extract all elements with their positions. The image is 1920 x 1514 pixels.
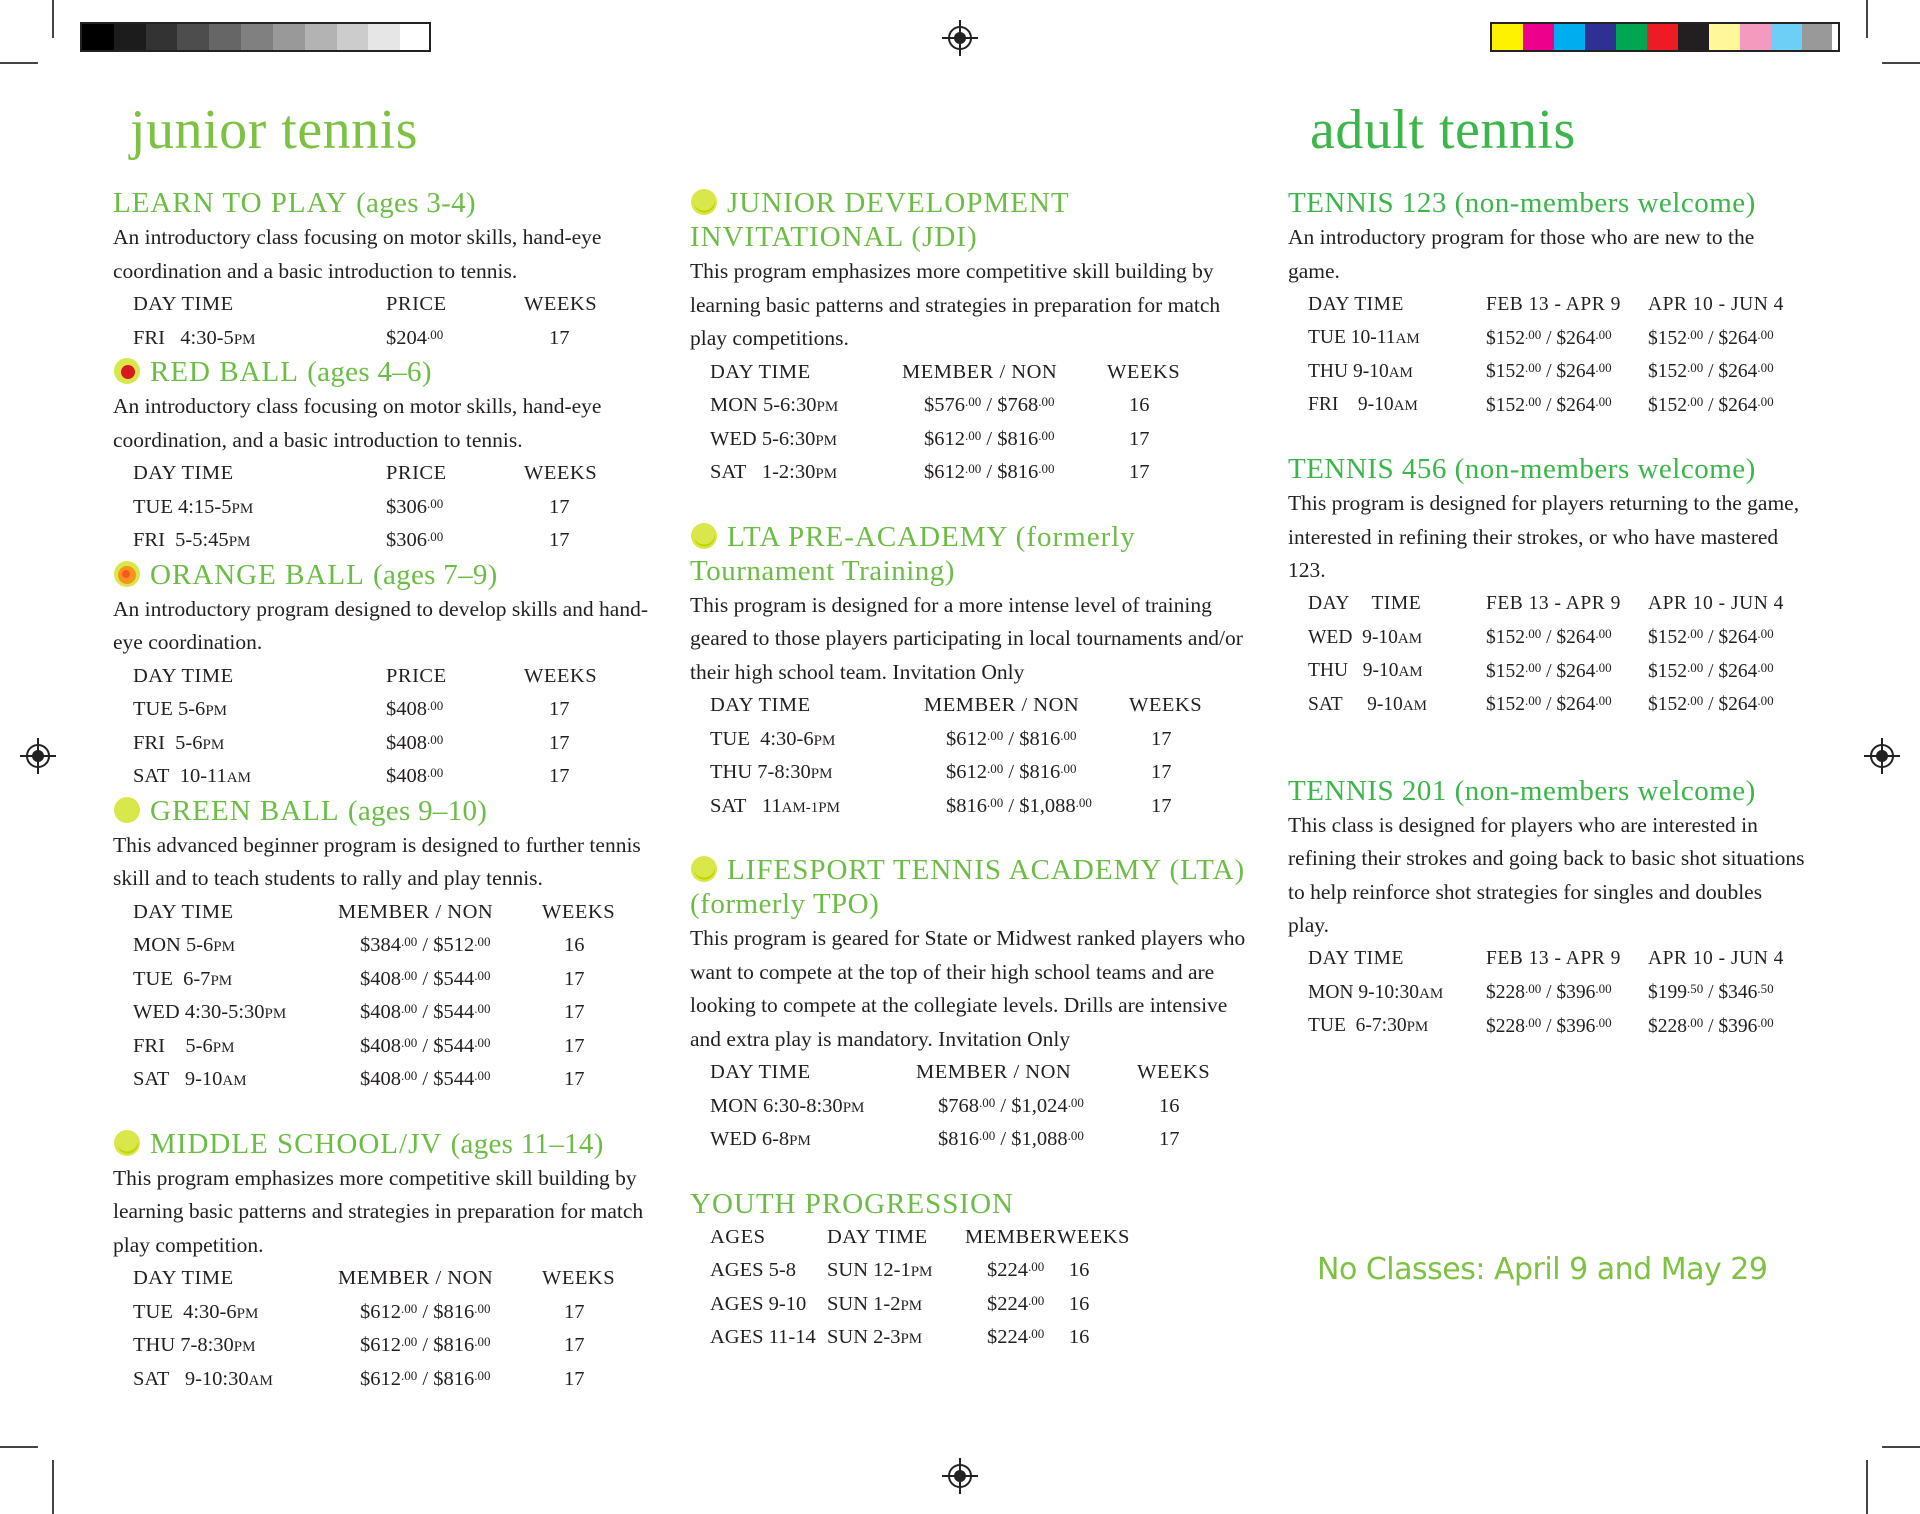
table-row: THU 7-8:30PM $\$612^{.00}$ / $\$816^{.00}$ 17 [710,761,1172,784]
registration-mark-left [26,744,50,768]
yellow-ball-icon [690,522,718,550]
schedule-table: DAY TIME PRICE WEEKS TUE 4:15-5PM $\$306^{.00}$ 17 FRI 5-5:45PM $\$306^{.00}$ 17 [133,457,597,558]
yellow-ball-icon [690,188,718,216]
jdi-section [690,186,1250,490]
table-row: TUE 10-11AM $\$152^{.00}$ / $\$264^{.00}$ $\$152^{.00}$ / $\$264^{.00}$ [1308,326,1774,349]
table-row: FRI 9-10AM $\$152^{.00}$ / $\$264^{.00}$ $\$152^{.00}$ / $\$264^{.00}$ [1308,393,1774,416]
red-ball-section [113,355,653,558]
table-row: TUE 6-7PM $\$408^{.00}$ / $\$544^{.00}$ 17 [133,967,585,990]
schedule-table: DAY TIME FEB 13 - APR 9 APR 10 - JUN 4 WED 9-10AM $\$152^{.00}$ / $\$264^{.00}$ $\$152^{.00}$ / $\$264^{.00}$ THU 9-10AM $\$152^{.00}$ / $\$264^{.00}$ $\$152^{.00}$ / $\$264^{.00}$ SAT 9-10AM $\$152^{.00}$ / $\$264^{.00}$ $\$152^{.00}$ / $\$264^{.00}$ [1308,588,1784,722]
grayscale-bar [80,22,431,52]
schedule-table: DAY TIME MEMBER / NON WEEKS MON 6:30-8:30PM $\$768^{.00}$ / $\$1,024^{.00}$ 16 WED 6-8PM $\$816^{.00}$ / $\$1,088^{.00}$ 17 [710,1056,1210,1157]
registration-mark-top [948,26,972,50]
lta-pre-academy-section [690,520,1250,824]
section-heading: JUNIOR DEVELOPMENT [690,186,1250,220]
section-description: This program is designed for a more intense level of training geared to those players participating in local tournaments and/or their high school team. Invitation Only [690,592,1243,684]
table-row: THU 9-10AM $\$152^{.00}$ / $\$264^{.00}$ $\$152^{.00}$ / $\$264^{.00}$ [1308,360,1774,383]
table-row: SAT 9-10AM $\$152^{.00}$ / $\$264^{.00}$ $\$152^{.00}$ / $\$264^{.00}$ [1308,693,1774,716]
tennis-123-section [1288,186,1808,422]
middle-column [690,186,1250,1355]
section-heading: GREEN BALL (ages 9–10) [113,794,653,828]
section-description: This advanced beginner program is designed to further tennis skill and to teach students to rally and play tennis. [113,832,641,890]
orange-ball-icon [113,560,141,588]
learn-to-play-section [113,186,653,355]
section-heading: YOUTH PROGRESSION [690,1187,1014,1220]
section-heading: TENNIS 123 (non-members welcome) [1288,187,1756,219]
section-description: An introductory class focusing on motor skills, hand-eye coordination, and a basic introduction to tennis. [113,394,602,452]
registration-mark-right [1870,744,1894,768]
table-row: TUE 4:30-6PM $\$612^{.00}$ / $\$816^{.00}$ 17 [133,1300,585,1323]
section-heading-line2: Tournament Training) [690,554,955,587]
section-heading: TENNIS 456 (non-members welcome) [1288,453,1756,485]
youth-progression-section [690,1187,1250,1355]
junior-column [113,186,653,1396]
section-heading: ORANGE BALL (ages 7–9) [113,558,653,592]
table-row: WED 9-10AM $\$152^{.00}$ / $\$264^{.00}$ $\$152^{.00}$ / $\$264^{.00}$ [1308,626,1774,649]
schedule-table: DAY TIME MEMBER / NON WEEKS TUE 4:30-6PM $\$612^{.00}$ / $\$816^{.00}$ 17 THU 7-8:30PM $\$612^{.00}$ / $\$816^{.00}$ 17 SAT 9-10:30AM $\$612^{.00}$ / $\$816^{.00}$ 17 [133,1262,615,1396]
section-heading: RED BALL (ages 4–6) [113,355,653,389]
section-heading: LIFESPORT TENNIS ACADEMY (LTA) [690,853,1250,887]
schedule-table: DAY TIME FEB 13 - APR 9 APR 10 - JUN 4 TUE 10-11AM $\$152^{.00}$ / $\$264^{.00}$ $\$152^{.00}$ / $\$264^{.00}$ THU 9-10AM $\$152^{.00}$ / $\$264^{.00}$ $\$152^{.00}$ / $\$264^{.00}$ FRI 9-10AM $\$152^{.00}$ / $\$264^{.00}$ $\$152^{.00}$ / $\$264^{.00}$ [1308,288,1784,422]
middle-school-section [113,1127,653,1397]
table-row: THU 7-8:30PM $\$612^{.00}$ / $\$816^{.00}$ 17 [133,1334,585,1357]
table-row: FRI 5-6PM $\$408^{.00}$ / $\$544^{.00}$ 17 [133,1034,585,1057]
junior-tennis-title: junior tennis [130,99,419,161]
table-row: SAT 10-11AM $\$408^{.00}$ 17 [133,765,570,788]
table-row: TUE 4:15-5PM $\$306^{.00}$ 17 [133,495,570,518]
table-row: MON 6:30-8:30PM $\$768^{.00}$ / $\$1,024^{.00}$ 16 [710,1094,1180,1117]
schedule-table: DAY TIME PRICE WEEKS TUE 5-6PM $\$408^{.00}$ 17 FRI 5-6PM $\$408^{.00}$ 17 SAT 10-11AM $\$408^{.00}$ 17 [133,660,597,794]
table-row: TUE 5-6PM $\$408^{.00}$ 17 [133,698,570,721]
table-row: SAT 1-2:30PM $\$612^{.00}$ / $\$816^{.00}$ 17 [710,461,1150,484]
table-row: WED 6-8PM $\$816^{.00}$ / $\$1,088^{.00}$ 17 [710,1128,1180,1151]
section-heading: MIDDLE SCHOOL/JV (ages 11–14) [113,1127,653,1161]
table-row: MON 5-6:30PM $\$576^{.00}$ / $\$768^{.00}$ 16 [710,394,1150,417]
schedule-table: AGES DAY TIME MEMBER WEEKS AGES 5-8 SUN 12-1PM $\$224^{.00}$ 16 AGES 9-10 SUN 1-2PM $\$224^{.00}$ 16 AGES 11-14 SUN 2-3PM $\$224^{.00}$ 16 [710,1221,1130,1355]
schedule-table: DAY TIME MEMBER / NON WEEKS MON 5-6:30PM $\$576^{.00}$ / $\$768^{.00}$ 16 WED 5-6:30PM $\$612^{.00}$ / $\$816^{.00}$ 17 SAT 1-2:30PM $\$612^{.00}$ / $\$816^{.00}$ 17 [710,356,1180,490]
yellow-ball-icon [690,855,718,883]
section-description: This class is designed for players who are interested in refining their strokes and going back to basic shot situations to help reinforce shot strategies for singles and doubles play. [1288,812,1805,937]
section-heading: LEARN TO PLAY (ages 3-4) [113,187,476,219]
lifesport-academy-section [690,853,1250,1157]
section-description: An introductory program designed to develop skills and hand-eye coordination. [113,596,649,654]
table-row: AGES 5-8 SUN 12-1PM $\$224^{.00}$ 16 [710,1259,1090,1282]
section-description: This program emphasizes more competitive skill building by learning basic patterns and strategies in preparation for match play competitions. [690,259,1221,350]
table-row: AGES 11-14 SUN 2-3PM $\$224^{.00}$ 16 [710,1326,1090,1349]
section-description: An introductory program for those who are new to the game. [1288,225,1755,283]
schedule-table: DAY TIME MEMBER / NON WEEKS TUE 4:30-6PM $\$612^{.00}$ / $\$816^{.00}$ 17 THU 7-8:30PM $\$612^{.00}$ / $\$816^{.00}$ 17 SAT 11AM-1PM $\$816^{.00}$ / $\$1,088^{.00}$ 17 [710,689,1202,823]
section-description: This program is designed for players returning to the game, interested in refining their strokes, or who have mastered 123. [1288,491,1800,582]
section-description: An introductory class focusing on motor skills, hand-eye coordination and a basic introduction to tennis. [113,225,602,283]
yellow-ball-icon [113,1129,141,1157]
adult-tennis-title: adult tennis [1310,99,1576,161]
adult-column [1288,186,1808,1043]
section-description: This program emphasizes more competitive skill building by learning basic patterns and strategies in preparation for match play competition. [113,1165,644,1257]
table-row: WED 4:30-5:30PM $\$408^{.00}$ / $\$544^{.00}$ 17 [133,1001,585,1024]
section-heading: TENNIS 201 (non-members welcome) [1288,774,1756,807]
table-row: AGES 9-10 SUN 1-2PM $\$224^{.00}$ 16 [710,1292,1090,1315]
table-row: FRI 5-5:45PM $\$306^{.00}$ 17 [133,529,570,552]
table-row: FRI 4:30-5PM $\$204^{.00}$ 17 [133,326,570,349]
table-row: FRI 5-6PM $\$408^{.00}$ 17 [133,731,570,754]
tennis-201-section [1288,774,1808,1044]
schedule-table: DAY TIME FEB 13 - APR 9 APR 10 - JUN 4 MON 9-10:30AM $\$228^{.00}$ / $\$396^{.00}$ $\$199^{.50}$ / $\$346^{.50}$ TUE 6-7:30PM $\$228^{.00}$ / $\$396^{.00}$ $\$228^{.00}$ / $\$396^{.00}$ [1308,943,1784,1044]
section-description: This program is geared for State or Midwest ranked players who want to compete at the top of their high school teams and are looking to compete at the collegiate levels. Drills are intensive and extra play is mandatory. Invitation Only [690,926,1246,1051]
table-row: SAT 9-10AM $\$408^{.00}$ / $\$544^{.00}$ 17 [133,1068,585,1091]
table-row: THU 9-10AM $\$152^{.00}$ / $\$264^{.00}$ $\$152^{.00}$ / $\$264^{.00}$ [1308,659,1774,682]
no-classes-notice: No Classes: April 9 and May 29 [1317,1252,1768,1287]
orange-ball-section [113,558,653,794]
table-row: TUE 4:30-6PM $\$612^{.00}$ / $\$816^{.00}$ 17 [710,727,1172,750]
table-row: SAT 11AM-1PM $\$816^{.00}$ / $\$1,088^{.00}$ 17 [710,794,1172,817]
green-ball-section [113,794,653,1097]
section-heading-line2: INVITATIONAL (JDI) [690,221,978,253]
red-ball-icon [113,357,141,385]
schedule-table: DAY TIME PRICE WEEKS FRI 4:30-5PM $\$204^{.00}$ 17 [133,288,597,355]
section-heading: LTA PRE-ACADEMY (formerly [690,520,1250,554]
table-row: SAT 9-10:30AM $\$612^{.00}$ / $\$816^{.00}$ 17 [133,1367,585,1390]
green-ball-icon [113,796,141,824]
color-bar [1490,22,1840,52]
registration-mark-bottom [948,1464,972,1488]
tennis-456-section [1288,452,1808,722]
table-row: MON 9-10:30AM $\$228^{.00}$ / $\$396^{.00}$ $\$199^{.50}$ / $\$346^{.50}$ [1308,981,1774,1004]
section-heading-line2: (formerly TPO) [690,888,880,920]
table-row: TUE 6-7:30PM $\$228^{.00}$ / $\$396^{.00}$ $\$228^{.00}$ / $\$396^{.00}$ [1308,1014,1774,1037]
table-row: MON 5-6PM $\$384^{.00}$ / $\$512^{.00}$ 16 [133,934,585,957]
table-row: WED 5-6:30PM $\$612^{.00}$ / $\$816^{.00}$ 17 [710,427,1150,450]
schedule-table: DAY TIME MEMBER / NON WEEKS MON 5-6PM $\$384^{.00}$ / $\$512^{.00}$ 16 TUE 6-7PM $\$408^{.00}$ / $\$544^{.00}$ 17 WED 4:30-5:30PM $\$408^{.00}$ / $\$544^{.00}$ 17 FRI 5-6PM $\$408^{.00}$ / $\$544^{.00}$ 17 SAT 9-10AM $\$408^{.00}$ / $\$544^{.00}$ 17 [133,896,615,1097]
